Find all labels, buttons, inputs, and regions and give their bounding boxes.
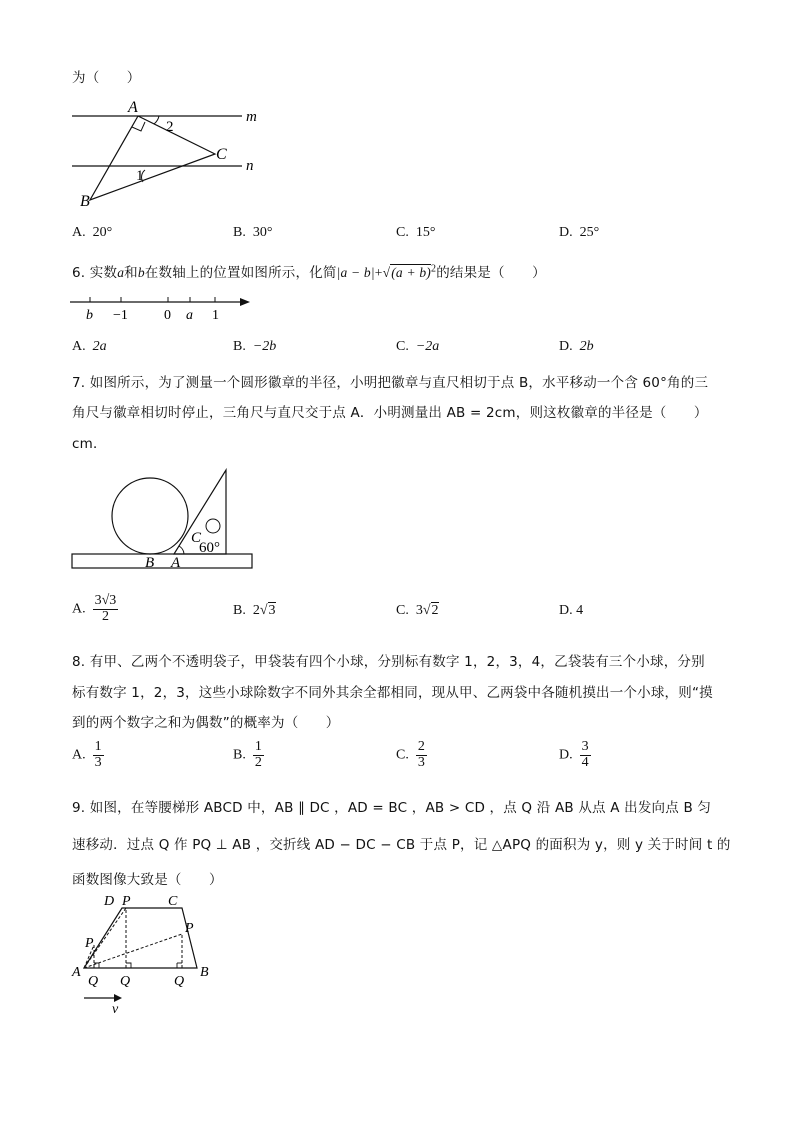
axis-arrow — [240, 298, 250, 306]
q5-option-a[interactable]: A. 20° — [72, 225, 113, 240]
label-Q3: Q — [174, 974, 185, 989]
angle-2-arc — [154, 116, 159, 124]
q5-option-d[interactable]: D. 25° — [559, 225, 600, 240]
question-8-line-3: 到的两个数字之和为偶数”的概率为（ ） — [72, 715, 340, 731]
label-n: n — [246, 158, 254, 174]
tick-minus-1: −1 — [113, 308, 128, 323]
question-5-fragment: 为（ ） — [72, 70, 141, 86]
badge-circle — [112, 478, 188, 554]
label-A: A — [171, 555, 181, 571]
question-9-line-1: 9. 如图，在等腰梯形 ABCD 中，AB ∥ DC ，AD = BC ，AB > CD ，点 Q 沿 AB 从点 A 出发向点 B 匀 — [72, 800, 712, 816]
q6-option-d[interactable]: D. 2b — [559, 339, 594, 354]
label-A: A — [72, 965, 81, 980]
trapezoid-abcd — [84, 908, 197, 968]
q6-number-line — [70, 292, 260, 324]
label-P-left: P — [85, 936, 94, 951]
label-C: C — [191, 530, 202, 546]
label-C: C — [216, 146, 227, 163]
label-B: B — [80, 193, 90, 210]
label-A: A — [128, 99, 138, 116]
label-P-top: P — [122, 894, 131, 909]
q8-option-c[interactable]: C. $\frac{2}{3}$ — [396, 739, 425, 770]
question-8-line-1: 8. 有甲、乙两个不透明袋子，甲袋装有四个小球，分别标有数字 1，2，3，4，乙袋装有三个小球，分别 — [72, 654, 705, 670]
question-8-line-2: 标有数字 1，2，3，这些小球除数字不同外其余全都相同，现从甲、乙两袋中各随机摸出一个小球，则“摸 — [72, 685, 713, 701]
q7-figure — [70, 466, 256, 572]
q7-option-c[interactable]: C. 3√2 — [396, 603, 439, 618]
q5-figure — [70, 96, 270, 210]
question-7-line-2: 角尺与徽章相切时停止，三角尺与直尺交于点 A．小明测量出 AB = 2cm，则这枚徽章的半径是（ ） — [72, 405, 708, 421]
question-9-line-2: 速移动．过点 Q 作 PQ ⊥ AB ，交折线 AD − DC − CB 于点 P，记 △APQ 的面积为 y，则 y 关于时间 t 的 — [72, 837, 731, 853]
q6-option-a[interactable]: A. 2a — [72, 339, 107, 354]
label-angle-1: 1 — [136, 168, 144, 184]
label-B: B — [200, 965, 209, 980]
q8-option-d[interactable]: D. $\frac{3}{4}$ — [559, 739, 589, 770]
q8-option-b[interactable]: B. $\frac{1}{2}$ — [233, 739, 262, 770]
tick-1: 1 — [212, 308, 219, 323]
tick-0: 0 — [164, 308, 171, 323]
label-m: m — [246, 109, 257, 125]
question-7-line-1: 7. 如图所示，为了测量一个圆形徽章的半径，小明把徽章与直尺相切于点 B，水平移动一个含 60°角的三 — [72, 375, 709, 391]
label-D: D — [104, 894, 115, 909]
label-P-right: P — [185, 921, 194, 936]
q7-option-d[interactable]: D. 4 — [559, 603, 584, 618]
label-C: C — [168, 894, 178, 909]
label-60: 60° — [199, 540, 220, 556]
q5-option-b[interactable]: B. 30° — [233, 225, 273, 240]
label-B: B — [145, 555, 155, 571]
label-Q1: Q — [88, 974, 99, 989]
angle-60-arc — [179, 546, 184, 554]
q6-option-c[interactable]: C. −2a — [396, 339, 440, 354]
set-square-hole — [206, 519, 220, 533]
question-9-line-3: 函数图像大致是（ ） — [72, 872, 223, 888]
triangle-abc — [90, 116, 215, 200]
label-v: v — [112, 1002, 119, 1017]
label-Q2: Q — [120, 974, 131, 989]
question-7-line-3: cm． — [72, 436, 107, 452]
right-angle-q2 — [126, 963, 131, 968]
question-6-stem: 6. 实数a和b在数轴上的位置如图所示，化简$|a - b|+√(a + b)^2$的结果是（ ） — [72, 263, 546, 281]
tick-b: b — [86, 308, 93, 323]
q9-figure — [70, 890, 230, 1018]
q6-option-b[interactable]: B. −2b — [233, 339, 277, 354]
label-angle-2: 2 — [166, 119, 174, 135]
tick-a: a — [186, 308, 193, 323]
q8-option-a[interactable]: A. $\frac{1}{3}$ — [72, 739, 102, 770]
ruler — [72, 554, 252, 568]
q7-option-b[interactable]: B. 2√3 — [233, 603, 276, 618]
q7-option-a[interactable]: A. $\frac{3√3}{2}$ — [72, 593, 117, 624]
q5-option-c[interactable]: C. 15° — [396, 225, 436, 240]
